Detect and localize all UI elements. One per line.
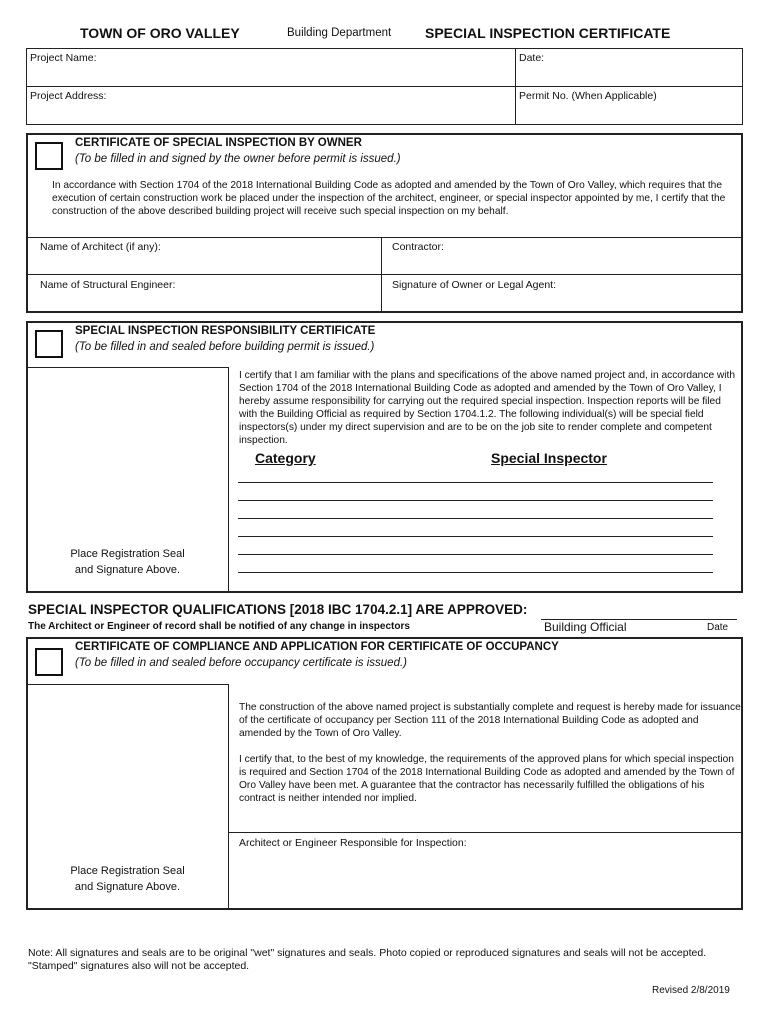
inspector-entry-line[interactable]	[238, 572, 713, 573]
inspector-entry-line[interactable]	[238, 554, 713, 555]
compliance-certificate-checkbox[interactable]	[35, 648, 63, 676]
compliance-certificate-subtitle: (To be filled in and sealed before occupancy certificate is issued.)	[75, 657, 407, 669]
owner-signature-field[interactable]: Signature of Owner or Legal Agent:	[392, 279, 557, 291]
qualifications-heading: SPECIAL INSPECTOR QUALIFICATIONS [2018 IBC 1704.2.1] ARE APPROVED:	[28, 602, 528, 617]
compliance-seal-label-line1: Place Registration Seal	[70, 865, 185, 877]
special-inspector-heading: Special Inspector	[491, 450, 607, 466]
responsibility-certificate-subtitle: (To be filled in and sealed before building permit is issued.)	[75, 341, 375, 353]
footer-note: Note: All signatures and seals are to be original "wet" signatures and seals. Photo copied or reproduced signatures and seals will not be accepted. "Stamped" signatures also will not be accepted.	[28, 947, 707, 972]
town-title: TOWN OF ORO VALLEY	[80, 25, 240, 41]
inspector-entry-line[interactable]	[238, 500, 713, 501]
compliance-seal-label-line2: and Signature Above.	[74, 881, 181, 893]
responsible-architect-field[interactable]: Architect or Engineer Responsible for Inspection:	[239, 837, 467, 849]
compliance-body-2: I certify that, to the best of my knowledge, the requirements of the approved plans for which special inspection is required and Section 1704 of the 2018 International Building Code as adopted and amended by the Town of Oro Valley have been met. A guarantee that the contractor has necessarily fulfilled the obligations of his contract is neither intended nor implied.	[239, 754, 735, 804]
owner-certificate-title: CERTIFICATE OF SPECIAL INSPECTION BY OWNER	[75, 137, 362, 149]
responsibility-certificate-title: SPECIAL INSPECTION RESPONSIBILITY CERTIFICATE	[75, 325, 376, 337]
inspector-entry-line[interactable]	[238, 536, 713, 537]
compliance-certificate-title: CERTIFICATE OF COMPLIANCE AND APPLICATION FOR CERTIFICATE OF OCCUPANCY	[75, 641, 559, 653]
department-label: Building Department	[287, 27, 392, 39]
page-title: SPECIAL INSPECTION CERTIFICATE	[425, 25, 671, 41]
inspector-entry-line[interactable]	[238, 518, 713, 519]
inspector-entry-line[interactable]	[238, 482, 713, 483]
approval-date-label: Date	[707, 622, 729, 633]
building-official-label: Building Official	[544, 620, 627, 634]
responsibility-certificate-checkbox[interactable]	[35, 330, 63, 358]
owner-certificate-body: In accordance with Section 1704 of the 2018 International Building Code as adopted and amended by the Town of Oro Valley, which requires that the execution of certain construction work be placed under the inspection of the architect, engineer, or special inspector appointed by me, I certify that the construction of the above described building project will receive such special inspection on my behalf.	[52, 180, 726, 217]
permit-number-field[interactable]: Permit No. (When Applicable)	[519, 90, 657, 102]
contractor-field[interactable]: Contractor:	[392, 241, 444, 253]
project-address-field[interactable]: Project Address:	[30, 90, 107, 102]
category-heading: Category	[255, 450, 316, 466]
responsibility-certificate-body: I certify that I am familiar with the plans and specifications of the above named project and, in accordance with Section 1704 of the 2018 International Building Code as adopted and amended by the Town of Oro Valley, I hereby assume responsibility for carrying out the required special inspection. Inspection reports will be filed with the Building Official as required by Section 1704.1.2. The following individual(s) will be special field inspectors(s) under my direct supervision and are to be on the job site to render complete and competent inspection.	[239, 370, 736, 446]
compliance-body-1: The construction of the above named project is substantially complete and request is hereby made for issuance of the certificate of occupancy per Section 111 of the 2018 International Building Code as adopted and amended by the Town of Oro Valley.	[239, 702, 741, 739]
date-field[interactable]: Date:	[519, 52, 545, 64]
seal-label-line1: Place Registration Seal	[70, 548, 185, 560]
project-name-field[interactable]: Project Name:	[30, 52, 97, 64]
structural-engineer-field[interactable]: Name of Structural Engineer:	[40, 279, 176, 291]
revised-date: Revised 2/8/2019	[652, 985, 730, 996]
qualifications-notice: The Architect or Engineer of record shall be notified of any change in inspectors	[28, 621, 410, 632]
owner-certificate-subtitle: (To be filled in and signed by the owner before permit is issued.)	[75, 153, 401, 165]
architect-name-field[interactable]: Name of Architect (if any):	[40, 241, 161, 253]
seal-label-line2: and Signature Above.	[74, 564, 181, 576]
owner-certificate-checkbox[interactable]	[35, 142, 63, 170]
